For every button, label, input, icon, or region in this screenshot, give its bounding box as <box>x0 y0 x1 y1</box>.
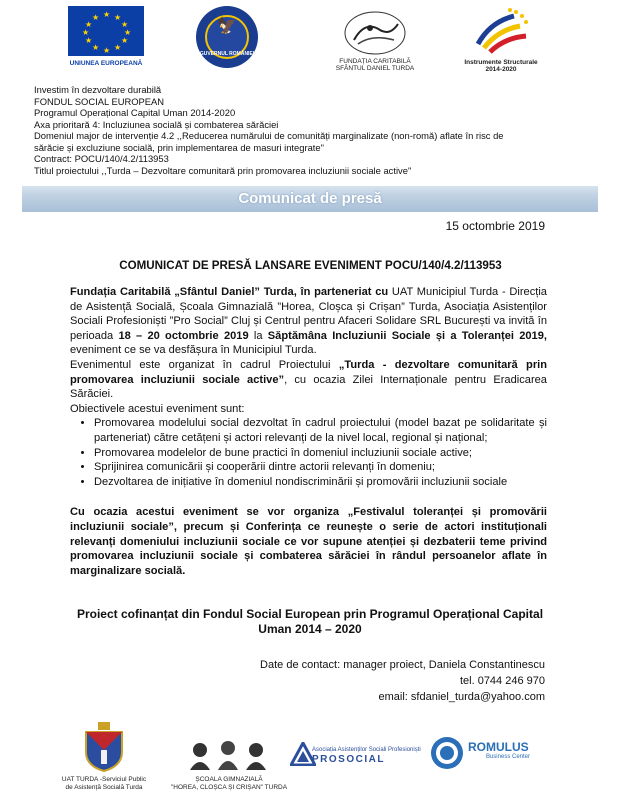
contact-block <box>260 657 545 705</box>
text-bold: Fundația Caritabilă „Sfântul Daniel” Turda, în parteneriat cu <box>70 286 389 298</box>
paragraph-intro <box>70 285 547 358</box>
header-line: FONDUL SOCIAL EUROPEAN <box>34 95 165 107</box>
header-line: Titlul proiectului ,,Turda – Dezvoltare comunitară prin promovarea incluziunii sociale active" <box>34 164 412 176</box>
header-line: Programul Operațional Capital Uman 2014-2020 <box>34 107 236 118</box>
header-line: Contract: POCU/140/4.2/113953 <box>34 153 169 164</box>
paragraph-closing: Cu ocazia acestui eveniment se vor organiza „Festivalul toleranței și promovării incluziunii sociale”, precum și Conferința ce reunește o serie de actori instituționali relevanți domeniului incluziunii sociale ce vor supune atenției și dezbaterii teme privind promovarea incluziunii sociale și combaterea sărăciei în rândul persoanelor aflate în marginalizare socială. <box>70 506 547 577</box>
press-release-band: Comunicat de presă <box>22 186 598 212</box>
fundatie-caption-1: FUNDAȚIA CARITABILĂ <box>339 58 411 65</box>
contact-email[interactable]: email: sfdaniel_turda@yahoo.com <box>378 691 545 703</box>
gov-seal-text: GUVERNUL ROMÂNIEI <box>199 51 255 57</box>
list-item: • Dezvoltarea de inițiative în domeniul nondiscriminării și promovării incluziunii sociale <box>94 475 547 490</box>
contact-phone: tel. 0744 246 970 <box>459 675 545 687</box>
scoala-caption-2: "HOREA, CLOȘCA ȘI CRIȘAN" TURDA <box>170 784 288 791</box>
list-item: • Promovarea modelelor de bune practici în domeniul incluziunii sociale active; <box>94 446 547 461</box>
turda-coat-of-arms-logo <box>82 722 126 772</box>
romulus-caption-2: Business Center <box>485 754 530 760</box>
text: , cu ocazia Zilei Internaționale pentru Eradicarea Sărăciei. <box>70 373 547 401</box>
cofinancing-statement: Proiect cofinanțat din Fondul Social European prin Programul Operațional Capital Uman 2014 – 2020 <box>76 607 544 636</box>
instrumente-structurale-logo <box>470 4 532 56</box>
turda-caption-2: de Asistență Socială Turda <box>65 784 143 791</box>
romulus-caption-1: ROMULUS <box>468 740 529 754</box>
text-bold: „Turda - dezvoltare comunitară prin promovarea incluziunii sociale active” <box>70 358 548 386</box>
text: UAT Municipiul Turda - Direcția de Asistență Socială, Școala Gimnazială ”Horea, Cloșca și Crișan” Turda, Asociația Asistenților Sociali Profesioniști ”Pro Social” Cluj și Centrul pentru Afaceri Solidare SRL București va invită în perioada <box>70 286 547 342</box>
list-item: • Sprijinirea comunicării și cooperării dintre actorii relevanți în domeniu; <box>94 460 547 475</box>
text: Evenimentul este organizat în cadrul Proiectului <box>70 358 339 371</box>
eagle-icon: 🦅 <box>217 18 237 35</box>
prosocial-caption-1: Asociația Asistenților Sociali Profesioniști <box>312 747 421 753</box>
header-line: Investim în dezvoltare durabilă <box>34 84 162 95</box>
eu-flag-logo: ★ ★ ★ ★ ★ ★ ★ ★ ★ ★ ★ ★ <box>68 6 144 56</box>
turda-caption-1: UAT TURDA -Serviciul Public <box>61 776 147 783</box>
header-line: Domeniul major de intervenție 4.2 ,,Reducerea numărului de comunități marginalizate (non-romă) aflate în risc de <box>34 130 504 141</box>
is-caption-1: Instrumente Structurale <box>464 59 538 66</box>
is-caption-2: 2014-2020 <box>485 66 517 73</box>
government-seal-logo <box>196 6 258 68</box>
text: la <box>248 329 268 342</box>
romulus-emblem-icon <box>430 736 464 770</box>
header-line: sărăcie și excluziune socială, prin implementarea de masuri integrate" <box>34 141 324 153</box>
contact-person: Date de contact: manager proiect, Daniela Constantinescu <box>260 659 545 671</box>
fundatie-caption-2: SFÂNTUL DANIEL TURDA <box>335 65 415 72</box>
header-line: Axa prioritară 4: Incluziunea socială și combaterea sărăciei <box>34 118 279 130</box>
press-body <box>70 285 547 578</box>
text: eveniment ce se va desfășura în Municipiul Turda. <box>70 344 317 357</box>
list-item: • Promovarea modelului social dezvoltat în cadrul proiectului (model bazat pe solidaritate și parteneriat) către cetățeni și actori relevanți de la nivel local, regional și național; <box>94 416 547 445</box>
eu-caption: UNIUNEA EUROPEANĂ <box>69 60 143 67</box>
paragraph-context <box>70 358 547 402</box>
prosocial-caption-2: PROSOCIAL <box>312 754 385 765</box>
text-bold: 18 – 20 octombrie 2019 <box>118 329 249 342</box>
text-bold: Săptămâna Incluziunii Sociale și a Toleranței 2019, <box>267 329 547 342</box>
fundatie-logo <box>340 10 410 56</box>
objectives-list <box>70 416 547 489</box>
scoala-logo <box>186 736 270 772</box>
release-date: 15 octombrie 2019 <box>445 219 545 233</box>
scoala-caption-1: ȘCOALA GIMNAZIALĂ <box>195 776 263 783</box>
document-title: COMUNICAT DE PRESĂ LANSARE EVENIMENT POCU/140/4.2/113953 <box>119 259 502 272</box>
project-header <box>34 84 594 176</box>
objectives-intro: Obiectivele acestui eveniment sunt: <box>70 402 245 415</box>
